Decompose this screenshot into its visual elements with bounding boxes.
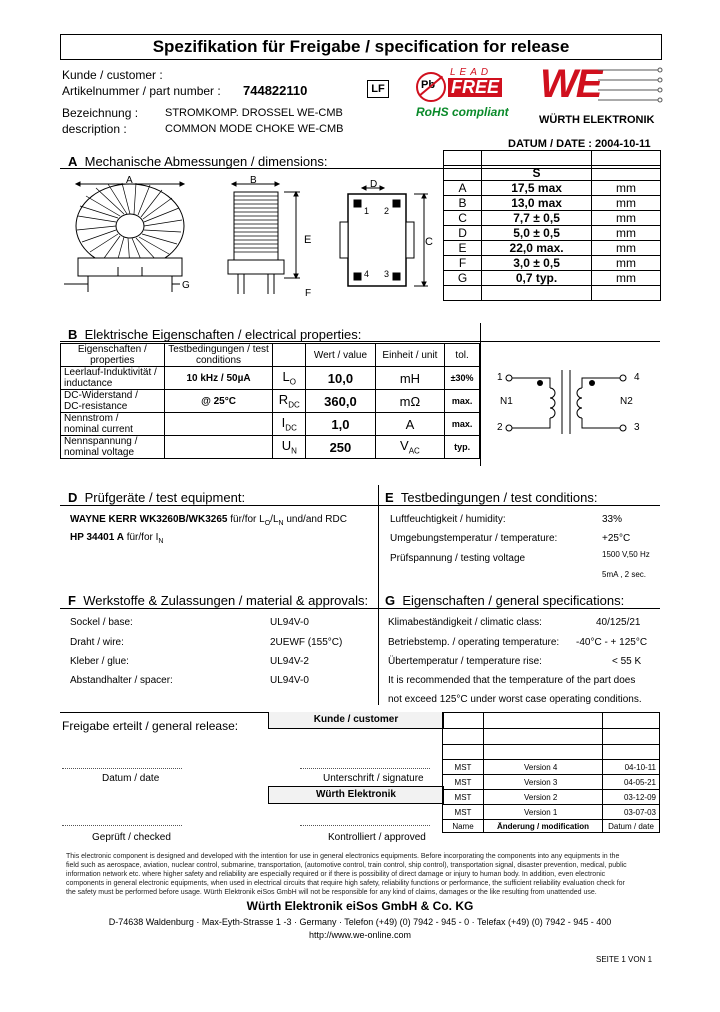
disclaimer: This electronic component is designed and developed with the intention for use in general electronics equipments. Before incorporating the components into any equipments in the field such as aerospace, aviation, nuclear control, submarine, transportation, (automotive control, train control, ship control), transportation signal, disaster prevention, medical, public information network etc. where higher safety and reliability are especially required or if there is possibility of direct damage or injury to human body. In addition, even electronic components in general electronic equipments, when used in electrical circuits that require high safety, reliability functions or performance, the sufficient reliability evaluation check for the safety must be performed before usage. Würth Elektronik eiSos GmbH will not be responsible for any kind of claims, damages or the like resulting from unattended use. [66, 853, 627, 896]
dim-row: B 13,0 max mm [444, 196, 661, 211]
pin-label-3: 3 [384, 269, 390, 279]
designation-value: STROMKOMP. DROSSEL WE-CMB [165, 107, 343, 119]
winding-label-n2: N2 [620, 396, 633, 407]
dim-row: F 3,0 ± 0,5 mm [444, 256, 661, 271]
property-row: DC-Widerstand / DC-resistance @ 25°C $R_{DC}$ 360,0 mΩ max. [61, 390, 480, 413]
dimension-table [443, 150, 661, 301]
dim-row: G 0,7 typ. mm [444, 271, 661, 286]
schematic-pin-3: 3 [634, 422, 640, 433]
description-value: COMMON MODE CHOKE WE-CMB [165, 123, 344, 135]
revision-header: Name Änderung / modification Datum / date [443, 820, 660, 833]
revision-row: MST Version 3 04-05-21 [443, 775, 660, 790]
revision-row: MST Version 2 03-12-09 [443, 790, 660, 805]
spec-note: not exceed 125°C under worst case operating conditions. [388, 694, 642, 705]
description-label: description : [62, 122, 127, 136]
size-header: S [482, 166, 592, 181]
customer-box-header: Kunde / customer [268, 712, 444, 729]
section-g-title: G Eigenschaften / general specifications: [385, 593, 625, 608]
spec-value: < 55 K [612, 656, 642, 667]
section-a-title: A Mechanische Abmessungen / dimensions: [68, 154, 328, 169]
release-signature-label: Unterschrift / signature [323, 773, 424, 784]
property-row: Nennstrom / nominal current $I_{DC}$ 1,0 A max. [61, 413, 480, 436]
pin-label-2: 2 [384, 206, 390, 216]
dim-label-f: F [305, 288, 312, 299]
material-label: Sockel / base: [70, 617, 133, 628]
section-b-title: B Elektrische Eigenschaften / electrical properties: [68, 327, 362, 342]
spec-value: -40°C - + 125°C [576, 637, 648, 648]
test-condition-value: +25°C [602, 533, 631, 544]
property-row: Nennspannung / nominal voltage $U_N$ 250 $V_{AC}$ typ. [61, 436, 480, 459]
section-f-title: F Werkstoffe & Zulassungen / material & approvals: [68, 593, 369, 608]
revision-row: MST Version 4 04-10-11 [443, 760, 660, 775]
partno-value: 744822110 [243, 83, 308, 98]
we-box-header: Würth Elektronik [268, 786, 444, 804]
spec-label: Betriebstemp. / operating temperature: [388, 637, 560, 648]
customer-label: Kunde / customer : [62, 68, 163, 82]
material-value: 2UEWF (155°C) [270, 637, 343, 648]
section-d-title: D Prüfgeräte / test equipment: [68, 490, 246, 505]
footer-website-link[interactable]: http://www.we-online.com [308, 930, 412, 940]
material-label: Draht / wire: [70, 637, 124, 648]
dim-label-e: E [304, 234, 312, 246]
release-date-label: Datum / date [102, 773, 160, 784]
test-condition-label: Umgebungstemperatur / temperature: [390, 533, 558, 544]
release-label: Freigabe erteilt / general release: [62, 719, 239, 733]
test-condition-value: 5mA , 2 sec. [602, 570, 647, 579]
electrical-table: Eigenschaften / properties Testbedingungen / test conditions Wert / value Einheit / unit tol. Leerlauf-Induktivität / inductance 10 kHz / 50µA $L_O$ 10,0 mH ±30% DC-Widerstand / DC-resistance @ 25°C $R_{DC}$ 360,0 mΩ max. Nennstrom / nominal current $I_{DC}$ 1,0 A max. Nennspannung / nominal voltage $U_N$ 250 $V_{AC}$ typ. [60, 343, 480, 459]
material-label: Abstandhalter / spacer: [70, 675, 173, 686]
spec-label: Klimabeständigkeit / climatic class: [388, 617, 542, 628]
dim-row: A 17,5 max mm [444, 181, 661, 196]
property-row: Leerlauf-Induktivität / inductance 10 kHz / 50µA $L_O$ 10,0 mH ±30% [61, 367, 480, 390]
date-label: DATUM / DATE : 2004-10-11 [508, 138, 651, 150]
dim-label-d: D [370, 179, 378, 190]
test-condition-label: Prüfspannung / testing voltage [390, 553, 526, 564]
spec-label: Übertemperatur / temperature rise: [388, 656, 542, 667]
approved-label: Kontrolliert / approved [328, 832, 426, 843]
pin-label-4: 4 [364, 269, 370, 279]
lf-badge: LF [367, 80, 389, 98]
partno-label: Artikelnummer / part number : [62, 84, 221, 98]
schematic-pin-1: 1 [497, 372, 503, 383]
dim-row: E 22,0 max. mm [444, 241, 661, 256]
rohs-label: RoHS compliant [416, 105, 509, 119]
test-condition-label: Luftfeuchtigkeit / humidity: [390, 514, 506, 525]
equipment-line-2: HP 34401 A für/for $I_N$ [70, 532, 164, 545]
pb-circle-icon: Pb [416, 72, 446, 102]
dim-label-g: G [182, 280, 190, 291]
schematic-pin-4: 4 [634, 372, 640, 383]
equipment-line-1: WAYNE KERR WK3260B/WK3265 für/for $L_O/L_N$ und/and RDC [70, 514, 347, 527]
dim-row: D 5,0 ± 0,5 mm [444, 226, 661, 241]
checked-label: Geprüft / checked [92, 832, 171, 843]
test-condition-value: 1500 V,50 Hz [602, 550, 650, 559]
material-label: Kleber / glue: [70, 656, 129, 667]
circuit-lines-icon [598, 66, 664, 108]
dim-label-c: C [425, 236, 433, 248]
dim-row: C 7,7 ± 0,5 mm [444, 211, 661, 226]
revision-row: MST Version 1 03-07-03 [443, 805, 660, 820]
material-value: UL94V-2 [270, 656, 309, 667]
mechanical-drawing [64, 172, 444, 302]
section-e-title: E Testbedingungen / test conditions: [385, 490, 598, 505]
schematic-pin-2: 2 [497, 422, 503, 433]
footer-address: D-74638 Waldenburg · Max-Eyth-Strasse 1 -3 · Germany · Telefon (+49) (0) 7942 - 945 - 0 · Telefax (+49) (0) 7942 - 945 - 400 [108, 917, 612, 927]
spec-note: It is recommended that the temperature of the part does [388, 675, 636, 686]
company-logo: WE WÜRTH ELEKTRONIK [538, 62, 663, 130]
revision-table [442, 712, 660, 833]
page-title: Spezifikation für Freigabe / specification for release [60, 34, 662, 60]
footer-company: Würth Elektronik eiSos GmbH & Co. KG [246, 899, 474, 913]
winding-label-n1: N1 [500, 396, 513, 407]
test-condition-value: 33% [602, 514, 623, 525]
material-value: UL94V-0 [270, 617, 309, 628]
material-value: UL94V-0 [270, 675, 309, 686]
dim-label-a: A [126, 175, 133, 186]
page-number: SEITE 1 VON 1 [596, 955, 653, 964]
lead-free-logo: Pb LEAD FREE [412, 64, 522, 104]
dim-label-b: B [250, 175, 257, 186]
designation-label: Bezeichnung : [62, 106, 139, 120]
pin-label-1: 1 [364, 206, 370, 216]
spec-value: 40/125/21 [596, 617, 641, 628]
